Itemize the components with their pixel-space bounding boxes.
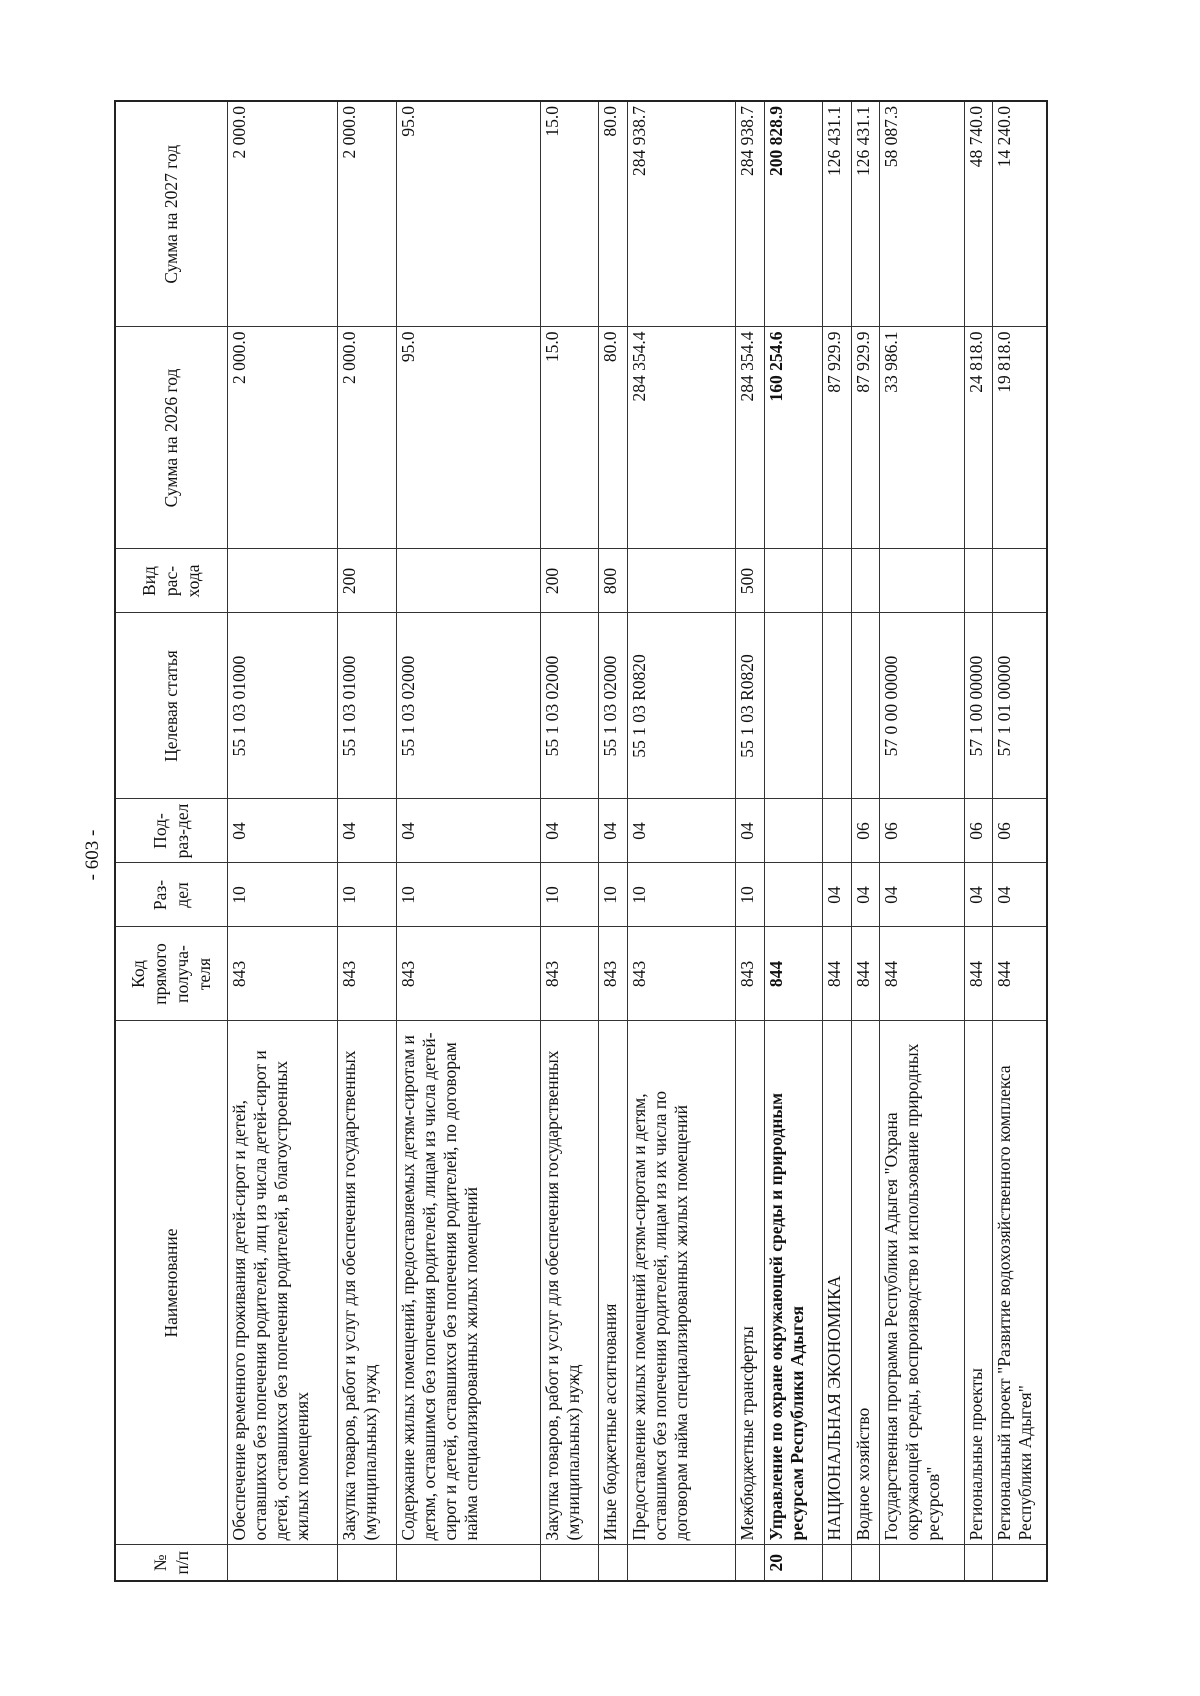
cell-num xyxy=(823,1545,851,1581)
page-number-box xyxy=(68,820,118,890)
cell-expense: 500 xyxy=(736,549,764,613)
header-name: Наименование xyxy=(115,1021,227,1545)
cell-subsection: 04 xyxy=(227,799,338,863)
cell-recipient: 844 xyxy=(823,927,851,1021)
cell-subsection xyxy=(764,799,823,863)
table-row xyxy=(627,101,736,1581)
cell-name: НАЦИОНАЛЬНАЯ ЭКОНОМИКА xyxy=(823,1021,851,1545)
cell-expense xyxy=(993,549,1047,613)
cell-recipient: 843 xyxy=(227,927,338,1021)
cell-recipient: 844 xyxy=(879,927,964,1021)
cell-subsection: 04 xyxy=(397,799,541,863)
cell-target: 55 1 03 R0820 xyxy=(627,613,736,799)
cell-sum2026: 19 818.0 xyxy=(993,327,1047,549)
cell-section xyxy=(764,863,823,927)
cell-name: Предоставление жилых помещений детям-сиротам и детям, оставшимся без попечения родителей, лицам из их числа по договорам найма специализированных жилых помещений xyxy=(627,1021,736,1545)
cell-section: 04 xyxy=(964,863,992,927)
cell-num xyxy=(338,1545,397,1581)
cell-target: 55 1 03 01000 xyxy=(338,613,397,799)
cell-sum2026: 15.0 xyxy=(540,327,599,549)
cell-subsection xyxy=(823,799,851,863)
cell-section: 10 xyxy=(397,863,541,927)
cell-subsection: 04 xyxy=(736,799,764,863)
table-row xyxy=(964,101,992,1581)
cell-recipient: 844 xyxy=(993,927,1047,1021)
cell-recipient: 843 xyxy=(397,927,541,1021)
cell-sum2026: 95.0 xyxy=(397,327,541,549)
cell-section: 10 xyxy=(736,863,764,927)
cell-name: Водное хозяйство xyxy=(851,1021,879,1545)
cell-name: Иные бюджетные ассигнования xyxy=(599,1021,627,1545)
cell-sum2027: 80.0 xyxy=(599,101,627,327)
cell-num xyxy=(736,1545,764,1581)
cell-name: Обеспечение временного проживания детей-сирот и детей, оставшихся без попечения родителей, лиц из числа детей-сирот и детей, оставшихся без попечения родителей, в благоустроенных жилых помещениях xyxy=(227,1021,338,1545)
cell-section: 10 xyxy=(227,863,338,927)
header-section: Раз-дел xyxy=(115,863,227,927)
table-row xyxy=(736,101,764,1581)
cell-target: 55 1 03 01000 xyxy=(227,613,338,799)
table-body xyxy=(227,101,1047,1581)
cell-expense xyxy=(627,549,736,613)
cell-sum2027: 126 431.1 xyxy=(851,101,879,327)
header-sum2027: Сумма на 2027 год xyxy=(115,101,227,327)
cell-name: Управление по охране окружающей среды и природным ресурсам Республики Адыгея xyxy=(764,1021,823,1545)
cell-section: 10 xyxy=(599,863,627,927)
cell-expense xyxy=(879,549,964,613)
cell-expense xyxy=(823,549,851,613)
cell-target: 55 1 03 02000 xyxy=(540,613,599,799)
header-subsection: Под-раз-дел xyxy=(115,799,227,863)
cell-expense xyxy=(397,549,541,613)
cell-section: 10 xyxy=(627,863,736,927)
cell-name: Закупка товаров, работ и услуг для обеспечения государственных (муниципальных) нужд xyxy=(540,1021,599,1545)
cell-num xyxy=(599,1545,627,1581)
cell-num xyxy=(397,1545,541,1581)
cell-section: 04 xyxy=(993,863,1047,927)
page-number: - 603 - xyxy=(82,829,103,881)
cell-sum2026: 2 000.0 xyxy=(227,327,338,549)
cell-num xyxy=(964,1545,992,1581)
cell-num: 20 xyxy=(764,1545,823,1581)
cell-sum2027: 15.0 xyxy=(540,101,599,327)
cell-sum2027: 2 000.0 xyxy=(338,101,397,327)
cell-num xyxy=(627,1545,736,1581)
cell-target xyxy=(764,613,823,799)
cell-target: 55 1 03 02000 xyxy=(397,613,541,799)
cell-num xyxy=(879,1545,964,1581)
cell-expense xyxy=(851,549,879,613)
cell-sum2027: 95.0 xyxy=(397,101,541,327)
header-target: Целевая статья xyxy=(115,613,227,799)
cell-name: Региональные проекты xyxy=(964,1021,992,1545)
cell-name: Содержание жилых помещений, предоставляемых детям-сиротам и детям, оставшимся без попечения родителей, лицам из числа детей-сирот и детей, оставшихся без попечения родителей, по договорам найма специализированных жилых помещений xyxy=(397,1021,541,1545)
table-row xyxy=(599,101,627,1581)
cell-subsection: 04 xyxy=(540,799,599,863)
cell-recipient: 843 xyxy=(540,927,599,1021)
cell-subsection: 04 xyxy=(338,799,397,863)
rotated-page-content xyxy=(114,102,1048,1582)
cell-recipient: 843 xyxy=(736,927,764,1021)
table-row xyxy=(397,101,541,1581)
cell-name: Закупка товаров, работ и услуг для обеспечения государственных (муниципальных) нужд xyxy=(338,1021,397,1545)
cell-name: Региональный проект "Развитие водохозяйственного комплекса Республики Адыгея" xyxy=(993,1021,1047,1545)
cell-recipient: 844 xyxy=(764,927,823,1021)
cell-recipient: 843 xyxy=(599,927,627,1021)
cell-sum2027: 284 938.7 xyxy=(736,101,764,327)
table-row xyxy=(851,101,879,1581)
cell-expense xyxy=(764,549,823,613)
cell-sum2027: 200 828.9 xyxy=(764,101,823,327)
cell-subsection: 06 xyxy=(879,799,964,863)
cell-sum2026: 284 354.4 xyxy=(627,327,736,549)
cell-target: 55 1 03 R0820 xyxy=(736,613,764,799)
cell-target: 55 1 03 02000 xyxy=(599,613,627,799)
cell-sum2027: 58 087.3 xyxy=(879,101,964,327)
cell-sum2027: 284 938.7 xyxy=(627,101,736,327)
cell-subsection: 04 xyxy=(627,799,736,863)
cell-sum2027: 14 240.0 xyxy=(993,101,1047,327)
table-header-row xyxy=(115,101,227,1581)
cell-sum2027: 126 431.1 xyxy=(823,101,851,327)
cell-subsection: 04 xyxy=(599,799,627,863)
cell-sum2026: 33 986.1 xyxy=(879,327,964,549)
cell-recipient: 843 xyxy=(627,927,736,1021)
table-row xyxy=(993,101,1047,1581)
cell-expense: 200 xyxy=(338,549,397,613)
cell-section: 04 xyxy=(879,863,964,927)
cell-sum2026: 87 929.9 xyxy=(851,327,879,549)
cell-sum2026: 24 818.0 xyxy=(964,327,992,549)
cell-recipient: 844 xyxy=(851,927,879,1021)
cell-sum2026: 284 354.4 xyxy=(736,327,764,549)
cell-sum2026: 80.0 xyxy=(599,327,627,549)
cell-subsection: 06 xyxy=(851,799,879,863)
cell-sum2027: 48 740.0 xyxy=(964,101,992,327)
cell-sum2026: 87 929.9 xyxy=(823,327,851,549)
cell-expense xyxy=(964,549,992,613)
cell-sum2027: 2 000.0 xyxy=(227,101,338,327)
cell-target xyxy=(823,613,851,799)
cell-target: 57 0 00 00000 xyxy=(879,613,964,799)
cell-subsection: 06 xyxy=(964,799,992,863)
cell-name: Государственная программа Республики Адыгея "Охрана окружающей среды, воспроизводство и использование природных ресурсов" xyxy=(879,1021,964,1545)
cell-section: 10 xyxy=(540,863,599,927)
cell-target xyxy=(851,613,879,799)
cell-recipient: 843 xyxy=(338,927,397,1021)
cell-recipient: 844 xyxy=(964,927,992,1021)
cell-section: 04 xyxy=(851,863,879,927)
header-num: № п/п xyxy=(115,1545,227,1581)
cell-expense xyxy=(227,549,338,613)
cell-num xyxy=(851,1545,879,1581)
cell-num xyxy=(227,1545,338,1581)
header-recipient: Код прямого получа-теля xyxy=(115,927,227,1021)
cell-num xyxy=(993,1545,1047,1581)
cell-expense: 800 xyxy=(599,549,627,613)
table-row xyxy=(764,101,823,1581)
table-row xyxy=(823,101,851,1581)
cell-sum2026: 2 000.0 xyxy=(338,327,397,549)
cell-expense: 200 xyxy=(540,549,599,613)
table-row xyxy=(540,101,599,1581)
cell-target: 57 1 00 00000 xyxy=(964,613,992,799)
cell-target: 57 1 01 00000 xyxy=(993,613,1047,799)
cell-num xyxy=(540,1545,599,1581)
budget-table xyxy=(114,100,1048,1582)
table-row xyxy=(338,101,397,1581)
cell-section: 10 xyxy=(338,863,397,927)
header-expense: Вид рас-хода xyxy=(115,549,227,613)
cell-subsection: 06 xyxy=(993,799,1047,863)
cell-name: Межбюджетные трансферты xyxy=(736,1021,764,1545)
cell-sum2026: 160 254.6 xyxy=(764,327,823,549)
cell-section: 04 xyxy=(823,863,851,927)
table-row xyxy=(227,101,338,1581)
header-sum2026: Сумма на 2026 год xyxy=(115,327,227,549)
table-row xyxy=(879,101,964,1581)
